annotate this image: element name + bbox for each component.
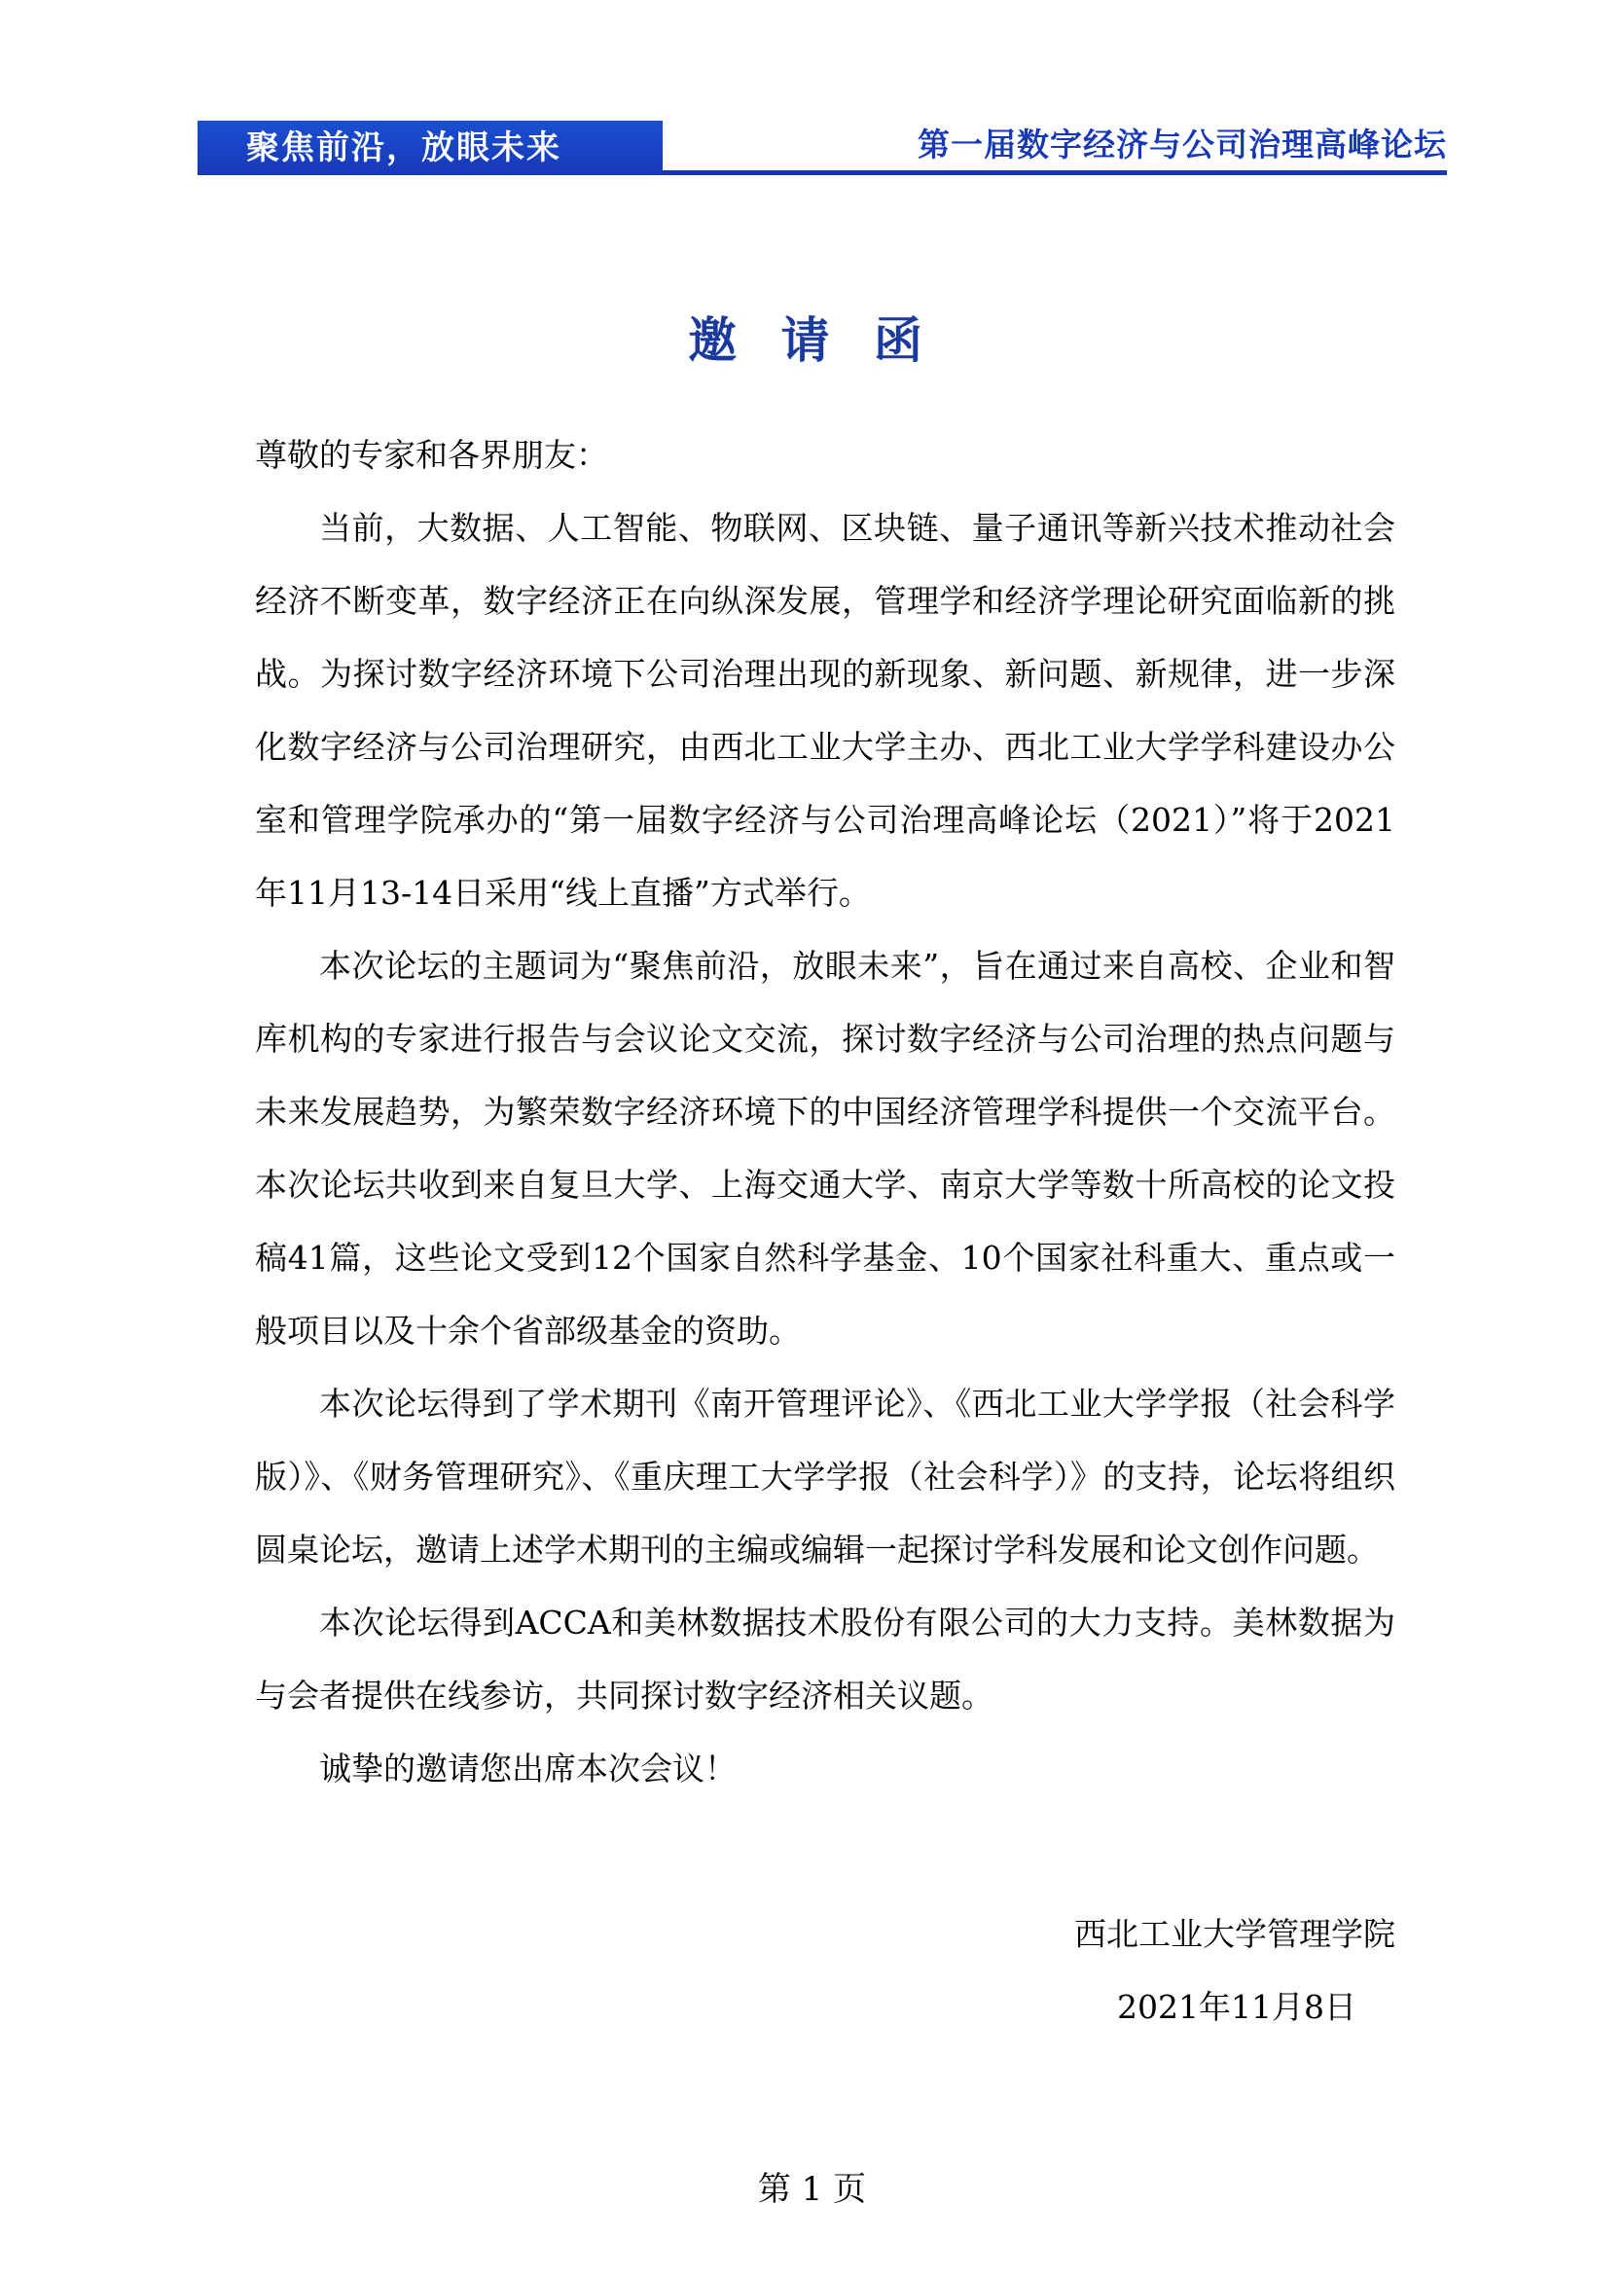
salutation: 尊敬的专家和各界朋友： bbox=[255, 436, 608, 474]
signature-organization: 西北工业大学管理学院 bbox=[1074, 1915, 1395, 1953]
paragraph-4: 本次论坛得到ACCA和美林数据技术股份有限公司的大力支持。美林数据为与会者提供在线参访，共同探讨数字经济相关议题。 bbox=[255, 1604, 1395, 1715]
page-number: 第 1 页 bbox=[757, 2170, 867, 2209]
signature-date: 2021年11月8日 bbox=[1117, 1988, 1356, 2026]
paragraph-1: 当前，大数据、人工智能、物联网、区块链、量子通讯等新兴技术推动社会经济不断变革，数字经济正在向纵深发展，管理学和经济学理论研究面临新的挑战。为探讨数字经济环境下公司治理出现的新现象、新问题、新规律，进一步深化数字经济与公司治理研究，由西北工业大学主办、西北工业大学学科建设办公室和管理学院承办的“第一届数字经济与公司治理高峰论坛（2021）”将于2021年11月13-14日采用“线上直播”方式举行。 bbox=[255, 509, 1395, 912]
header-slogan: 聚焦前沿，放眼未来 bbox=[198, 121, 663, 175]
paragraph-3: 本次论坛得到了学术期刊《南开管理评论》、《西北工业大学学报（社会科学版）》、《财务管理研究》、《重庆理工大学学报（社会科学）》的支持，论坛将组织圆桌论坛，邀请上述学术期刊的主编或编辑一起探讨学科发展和论文创作问题。 bbox=[255, 1385, 1395, 1569]
letter-body bbox=[255, 418, 1395, 1805]
closing-line: 诚挚的邀请您出席本次会议！ bbox=[319, 1750, 737, 1788]
page-header bbox=[198, 121, 1447, 175]
header-divider bbox=[663, 170, 1447, 175]
paragraph-2: 本次论坛的主题词为“聚焦前沿，放眼未来”，旨在通过来自高校、企业和智库机构的专家进行报告与会议论文交流，探讨数字经济与公司治理的热点问题与未来发展趋势，为繁荣数字经济环境下的中国经济管理学科提供一个交流平台。本次论坛共收到来自复旦大学、上海交通大学、南京大学等数十所高校的论文投稿41篇，这些论文受到12个国家自然科学基金、10个国家社科重大、重点或一般项目以及十余个省部级基金的资助。 bbox=[255, 947, 1395, 1350]
page-title: 邀 请 函 bbox=[688, 312, 936, 369]
signature-block bbox=[1074, 1897, 1395, 2043]
header-forum-name: 第一届数字经济与公司治理高峰论坛 bbox=[918, 126, 1447, 163]
